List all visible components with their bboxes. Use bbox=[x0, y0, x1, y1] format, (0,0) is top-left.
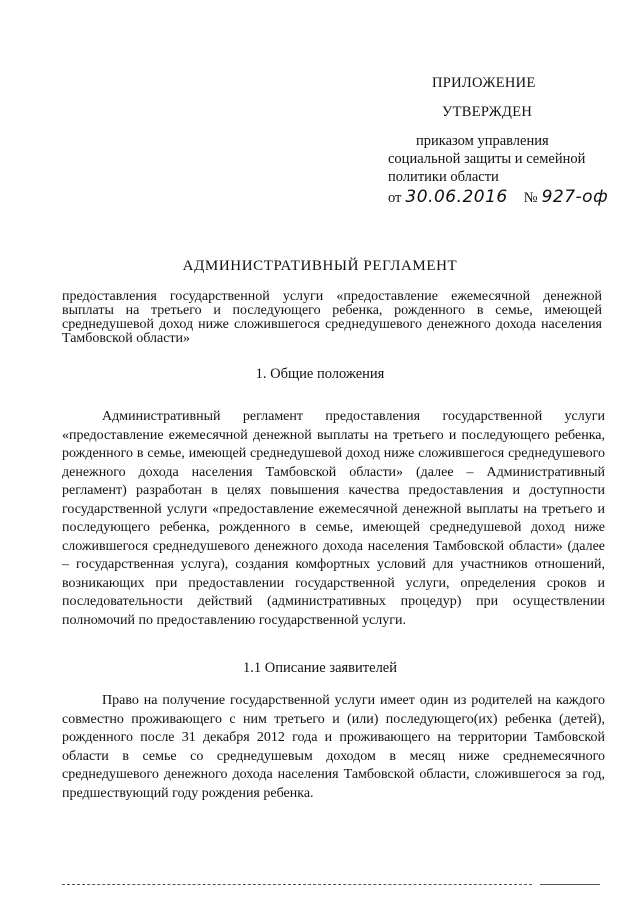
document-title: АДМИНИСТРАТИВНЫЙ РЕГЛАМЕНТ bbox=[182, 258, 458, 274]
section-1-paragraph bbox=[62, 408, 605, 630]
date-number-line bbox=[388, 188, 628, 207]
date-prefix: от bbox=[388, 190, 402, 206]
footer-divider-right bbox=[540, 884, 600, 885]
order-line-1: приказом управления bbox=[416, 133, 549, 149]
section-1-1-text: Право на получение государственной услуги имеет один из родителей на каждого совместно проживающего с ним третьего и (или) последующего(их) ребенка (детей), рожденного после 31 декабря 2012 года и проживающего на территории Тамбовской области в семье со среднедушевым доходом в месяц ниже среднемесячного среднедушевого денежного дохода населения Тамбовской области, сложившегося за год, предшествующий году рождения ребенка. bbox=[62, 693, 605, 801]
section-1-1-heading: 1.1 Описание заявителей bbox=[242, 660, 397, 676]
number-prefix: № bbox=[523, 190, 538, 206]
section-1-1-paragraph bbox=[62, 692, 605, 803]
order-line-3: политики области bbox=[388, 169, 499, 185]
section-1-text: Административный регламент предоставления государственной услуги «предоставление ежемесячной денежной выплаты на третьего и последующего ребенка, рожденного в семье, имеющей среднедушевой доход ниже сложившегося среднедушевого денежного дохода населения Тамбовской области» (далее – Административный регламент) разработан в целях повышения качества предоставления и доступности государственной услуги «предоставление ежемесячной денежной выплаты на третьего и последующего ребенка, рожденного в семье, имеющей среднедушевой доход ниже сложившегося среднедушевого денежного дохода населения Тамбовской области» (далее – государственная услуга), создания комфортных условий для участников отношений, возникающих при предоставлении государственной услуги, определения сроков и последовательности действий (административных процедур) при осуществлении полномочий по предоставлению государственной услуги. bbox=[62, 409, 605, 628]
appendix-label: ПРИЛОЖЕНИЕ bbox=[432, 75, 536, 91]
handwritten-date: 30.06.2016 bbox=[405, 187, 508, 207]
document-subtitle: предоставления государственной услуги «предоставление ежемесячной денежной выплаты на третьего и последующего ребенка, рожденного в семье, имеющей среднедушевой доход ниже сложившегося среднедушевого денежного дохода населения Тамбовской области» bbox=[62, 289, 602, 346]
handwritten-number: 927-оф bbox=[541, 187, 609, 207]
order-line-2: социальной защиты и семейной bbox=[388, 151, 586, 167]
order-reference bbox=[388, 132, 628, 186]
approved-label: УТВЕРЖДЕН bbox=[442, 104, 533, 120]
section-1-heading: 1. Общие положения bbox=[255, 366, 385, 382]
footer-divider bbox=[62, 884, 532, 885]
